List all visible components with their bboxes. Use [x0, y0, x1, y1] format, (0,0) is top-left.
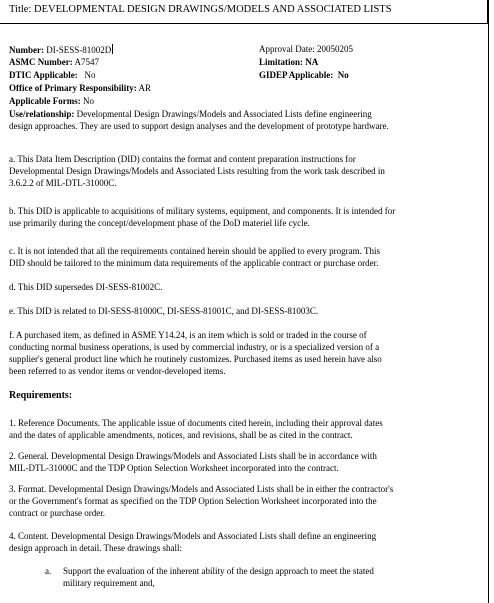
- sub-item-a-marker: a.: [45, 566, 52, 576]
- forms-value: No: [83, 96, 94, 106]
- gidep-value: No: [337, 70, 349, 80]
- dtic-value: No: [84, 70, 96, 80]
- opr-label: Office of Primary Responsibility:: [9, 83, 137, 93]
- asmc-label: ASMC Number:: [9, 57, 73, 67]
- text-cursor: [112, 44, 113, 54]
- gidep-line: [259, 70, 349, 81]
- paragraph-a-line-3: 3.6.2.2 of MIL-DTL-31000C.: [9, 178, 117, 188]
- paragraph-a-line-2: Developmental Design Drawings/Models and Associated Lists resulting from the work task described in: [9, 166, 385, 176]
- asmc-line: [9, 57, 99, 68]
- asmc-value: A7547: [74, 57, 100, 67]
- requirement-1-line-2: and the dates of applicable amendments, notices, and revisions, shall be as cited in the contract.: [9, 430, 353, 440]
- requirement-1-line-1: 1. Reference Documents. The applicable issue of documents cited herein, including their approval dates: [9, 418, 383, 428]
- paragraph-e-line-1: e. This DID is related to DI-SESS-81000C, DI-SESS-81001C, and DI-SESS-81003C.: [9, 306, 319, 316]
- paragraph-d-line-1: d. This DID supersedes DI-SESS-81002C.: [9, 282, 163, 292]
- limitation-label: Limitation:: [259, 57, 303, 67]
- use-text-1: Developmental Design Drawings/Models and Associated Lists define engineering: [76, 109, 372, 119]
- number-label: Number:: [9, 45, 44, 55]
- requirement-3-line-2: or the Government's format as specified on the TDP Option Selection Worksheet incorporated into the: [9, 496, 377, 506]
- paragraph-f-line-2: conducting normal business operations, is used by commercial industry, or is a specialized version of a: [9, 342, 380, 352]
- sub-item-a-line-2: military requirement and,: [63, 578, 155, 588]
- forms-line: [9, 96, 94, 107]
- paragraph-b-line-1: b. This DID is applicable to acquisitions of military systems, equipment, and components. It is intended for: [9, 206, 396, 216]
- use-label: Use/relationship:: [9, 109, 75, 119]
- approval-label: Approval Date:: [259, 44, 315, 54]
- requirement-3-line-3: contract or purchase order.: [9, 508, 105, 518]
- number-value[interactable]: DI-SESS-81002D: [46, 45, 112, 55]
- title-box: [0, 0, 488, 24]
- dtic-label: DTIC Applicable:: [9, 70, 78, 80]
- forms-label: Applicable Forms:: [9, 96, 81, 106]
- requirement-4-line-1: 4. Content. Developmental Design Drawings/Models and Associated Lists shall define an engineering: [9, 531, 377, 541]
- dtic-line: [9, 70, 96, 81]
- page-edge-divider: [488, 0, 489, 603]
- opr-value: AR: [138, 83, 152, 93]
- requirement-3-line-1: 3. Format. Developmental Design Drawings/Models and Associated Lists shall be in either the contractor's: [9, 484, 394, 494]
- paragraph-c-line-2: DID should be tailored to the minimum data requirements of the applicable contract or purchase order.: [9, 258, 379, 268]
- requirements-heading: Requirements:: [9, 390, 73, 401]
- gidep-label: GIDEP Applicable:: [259, 70, 334, 80]
- opr-line: [9, 83, 151, 94]
- limitation-value: NA: [305, 57, 319, 67]
- paragraph-f-line-3: supplier's general product line which he routinely customizes. Purchased items as used herein have also: [9, 354, 382, 364]
- number-line: [9, 44, 113, 56]
- paragraph-f-line-4: been referred to as vendor items or vendor-developed items.: [9, 366, 226, 376]
- paragraph-a-line-1: a. This Data Item Description (DID) contains the format and content preparation instructions for: [9, 154, 356, 164]
- approval-line: [259, 44, 353, 55]
- limitation-line: [259, 57, 318, 68]
- use-line-1: [9, 109, 372, 120]
- approval-value: 20050205: [316, 44, 353, 54]
- paragraph-c-line-1: c. It is not intended that all the requirements contained herein should be applied to every program. This: [9, 246, 380, 256]
- document-title: Title: DEVELOPMENTAL DESIGN DRAWINGS/MODELS AND ASSOCIATED LISTS: [9, 4, 392, 15]
- use-line-2: design approaches. They are used to support design analyses and the development of prototype hardware.: [9, 121, 389, 131]
- paragraph-f-line-1: f. A purchased item, as defined in ASME Y14.24, is an item which is sold or traded in the course of: [9, 330, 367, 340]
- requirement-4-line-2: design approach in detail. These drawings shall:: [9, 543, 183, 553]
- sub-item-a-line-1: Support the evaluation of the inherent ability of the design approach to meet the stated: [63, 566, 374, 576]
- requirement-2-line-2: MIL-DTL-31000C and the TDP Option Selection Worksheet incorporated into the contract.: [9, 463, 339, 473]
- paragraph-b-line-2: use primarily during the concept/development phase of the DoD materiel life cycle.: [9, 218, 310, 228]
- requirement-2-line-1: 2. General. Developmental Design Drawings/Models and Associated Lists shall be in accordance with: [9, 451, 377, 461]
